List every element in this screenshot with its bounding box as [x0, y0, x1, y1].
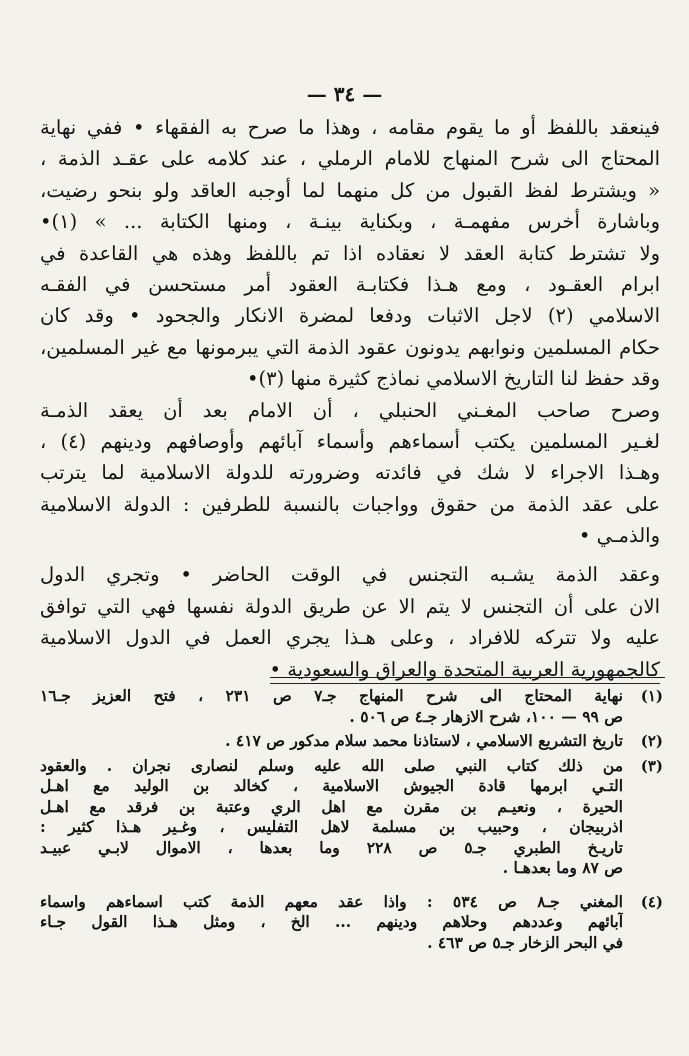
text-line: المحتاج الى شرح المنهاج للامام الرملي ، عند كلامه على عقـد الذمة ،: [40, 147, 660, 171]
footnote-number: (١): [640, 687, 663, 705]
text-line: وهـذا الاجراء لا شك في فائدته وضرورته للدولة الاسلامية لما يترتب: [40, 461, 660, 485]
footnote-4: [40, 892, 663, 954]
text-line: الان على أن التجنس لا يتم الا عن طريق الدولة نفسها فهي التي توافق: [40, 594, 660, 618]
footnote-1: [40, 686, 663, 727]
paragraph-2: [40, 238, 660, 395]
footnote-line: ص ٩٩ — ١٠٠، شرح الازهار جـ٤ ص ٥٠٦ .: [349, 706, 623, 726]
footnote-2: [40, 731, 663, 752]
footnote-line: ص ٨٧ وما بعدهـا .: [502, 858, 623, 877]
footnote-line: تاريخ التشريع الاسلامي ، لاستاذنا محمد سلام مدكور ص ٤١٧ .: [225, 731, 623, 750]
paragraph-4: [40, 559, 660, 685]
text-line: ولا تشترط كتابة العقد لا نعقاده اذا تم باللفظ وهذه هي القاعدة في: [40, 241, 660, 265]
footnote-line: تاريـخ الطبري جـ٥ ص ٢٢٨ وما بعدها ، الاموال لابـي عبيـد: [40, 837, 623, 857]
text-line: وباشارة أخرس مفهمـة ، وبكناية بينـة ، ومنها الكتابة ... » (١)•: [40, 210, 660, 234]
text-line: وعقد الذمة يشـبه التجنس في الوقت الحاضر • وتجري الدول: [40, 563, 660, 587]
footnote-line: التـي ابرمها قادة الجيوش الاسلامية ، كخالد بن الوليد مع اهـل: [40, 776, 623, 795]
text-line: والذمـي •: [578, 524, 660, 548]
footnote-number: (٣): [640, 756, 663, 775]
footnote-line: من ذلك كتاب النبي صلى الله عليه وسلم لنصارى نجران . والعقود: [40, 755, 623, 775]
footnote-number: (٢): [640, 732, 663, 750]
footnote-separator: [270, 677, 665, 678]
paragraph-3: [40, 395, 660, 552]
text-line: وصرح صاحب المغـني الحنبلي ، أن الامام بعد أن يعقد الذمـة: [40, 398, 660, 422]
footnote-line: آبائهم وعددهم وحلاهم ودينهم ... الخ ، ومثل هـذا القول جـاء: [40, 912, 623, 931]
footnote-line: الحيرة ، ونعيـم بن مقرن مع اهل الري وعتبة بن فرقد مع اهـل: [40, 796, 623, 816]
main-text: [40, 112, 660, 685]
footnote-line: في البحر الزخار جـ٥ ص ٤٦٣ .: [427, 932, 623, 952]
text-line: عليه ولا تتركه للافراد ، وعلى هـذا يجري العمل في الدول الاسلامية: [40, 626, 660, 650]
paragraph-1: [40, 112, 660, 238]
text-line: على عقد الذمة من حقوق وواجبات بالنسبة للطرفين : الدولة الاسلامية: [40, 492, 660, 516]
footnote-line: المغني جـ٨ ص ٥٣٤ : واذا عقد معهم الذمة كتب اسماءهم واسماء: [40, 891, 623, 911]
text-line: الاسلامي (٢) لاجل الاثبات ودفعا لمضرة الانكار والجحود • وقد كان: [40, 304, 660, 328]
footnotes: [40, 686, 663, 957]
text-line: ابرام العقـود ، ومع هـذا فكتابـة العقود أمر مستحسن في الفقـه: [40, 272, 660, 296]
footnote-line: اذربيجان ، وحبيب بن مسلمة لاهل التفليس ، وغـير هـذا كثير :: [40, 817, 623, 836]
footnote-3: [40, 756, 663, 879]
text-line: لغـير المسلمين يكتب أسماءهم وأسماء آبائهم وأوصافهم ودينهم (٤) ،: [40, 429, 660, 453]
text-line: « ويشترط لفظ القبول من كل منهما لما أوجبه العاقد ولو بنحو رضيت،: [40, 178, 660, 202]
footnote-line: نهاية المحتاج الى شرح المنهاج جـ٧ ص ٢٣١ ، فتح العزيز جـ١٦: [40, 686, 623, 705]
page-number: — ٣٤ —: [306, 82, 383, 106]
footnote-number: (٤): [640, 892, 663, 911]
text-line: وقد حفظ لنا التاريخ الاسلامي نماذج كثيرة منها (٣)•: [246, 367, 660, 391]
text-line: [40, 654, 660, 685]
underlined-text: كالجمهورية العربية المتحدة والعراق والسعودية •: [270, 658, 660, 684]
text-line: فينعقد باللفظ أو ما يقوم مقامه ، وهذا ما صرح به الفقهاء • ففي نهاية: [40, 116, 660, 139]
text-line: حكام المسلمين ونوابهم يدونون عقود الذمة التي يبرمونها مع غير المسلمين،: [40, 335, 660, 359]
